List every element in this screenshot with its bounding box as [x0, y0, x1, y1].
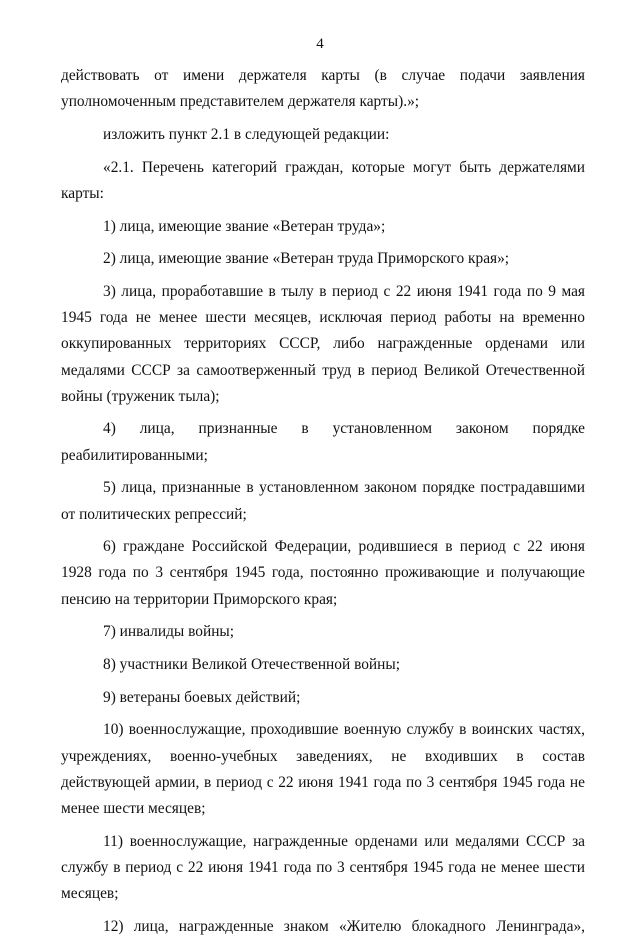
page-number: 4 — [316, 36, 324, 52]
list-item-5: 5) лица, признанные в установленном законом порядке пострадавшими от политических репрессий; — [61, 479, 585, 523]
list-item-4: 4) лица, признанные в установленном законом порядке реабилитированными; — [61, 420, 585, 464]
paragraph-clause-2-1: «2.1. Перечень категорий граждан, которые могут быть держателями карты: — [61, 158, 585, 202]
list-item-3: 3) лица, проработавшие в тылу в период с 22 июня 1941 года по 9 мая 1945 года не менее шести месяцев, исключая период работы на временно оккупированных территориях СССР, либо награжденные орденами или медалями СССР за самоотверженный труд в период Великой Отечественной войны (труженик тыла); — [61, 282, 585, 405]
list-item-2: 2) лица, имеющие звание «Ветеран труда Приморского края»; — [103, 250, 510, 268]
list-item-6: 6) граждане Российской Федерации, родившиеся в период с 22 июня 1928 года по 3 сентября 1945 года, постоянно проживающие и получающие пенсию на территории Приморского края; — [61, 538, 585, 608]
list-item-8: 8) участники Великой Отечественной войны; — [103, 656, 401, 674]
list-item-12: 12) лица, награжденные знаком «Жителю блокадного Ленинграда», — [103, 917, 585, 935]
paragraph-instruction: изложить пункт 2.1 в следующей редакции: — [103, 125, 390, 143]
list-item-1: 1) лица, имеющие звание «Ветеран труда»; — [103, 217, 386, 235]
list-item-9: 9) ветераны боевых действий; — [103, 688, 301, 706]
list-item-7: 7) инвалиды войны; — [103, 623, 235, 641]
list-item-11: 11) военнослужащие, награжденные орденами или медалями СССР за службу в период с 22 июня 1941 года по 3 сентября 1945 года не менее шести месяцев; — [61, 832, 585, 903]
list-item-10: 10) военнослужащие, проходившие военную службу в воинских частях, учреждениях, военно-учебных заведениях, не входивших в состав действующей армии, в период с 22 июня 1941 года по 3 сентября 1945 года не менее шести месяцев; — [61, 721, 585, 818]
document-body — [61, 63, 585, 947]
paragraph-continuation: действовать от имени держателя карты (в случае подачи заявления уполномоченным представителем держателя карты).»; — [61, 67, 585, 111]
